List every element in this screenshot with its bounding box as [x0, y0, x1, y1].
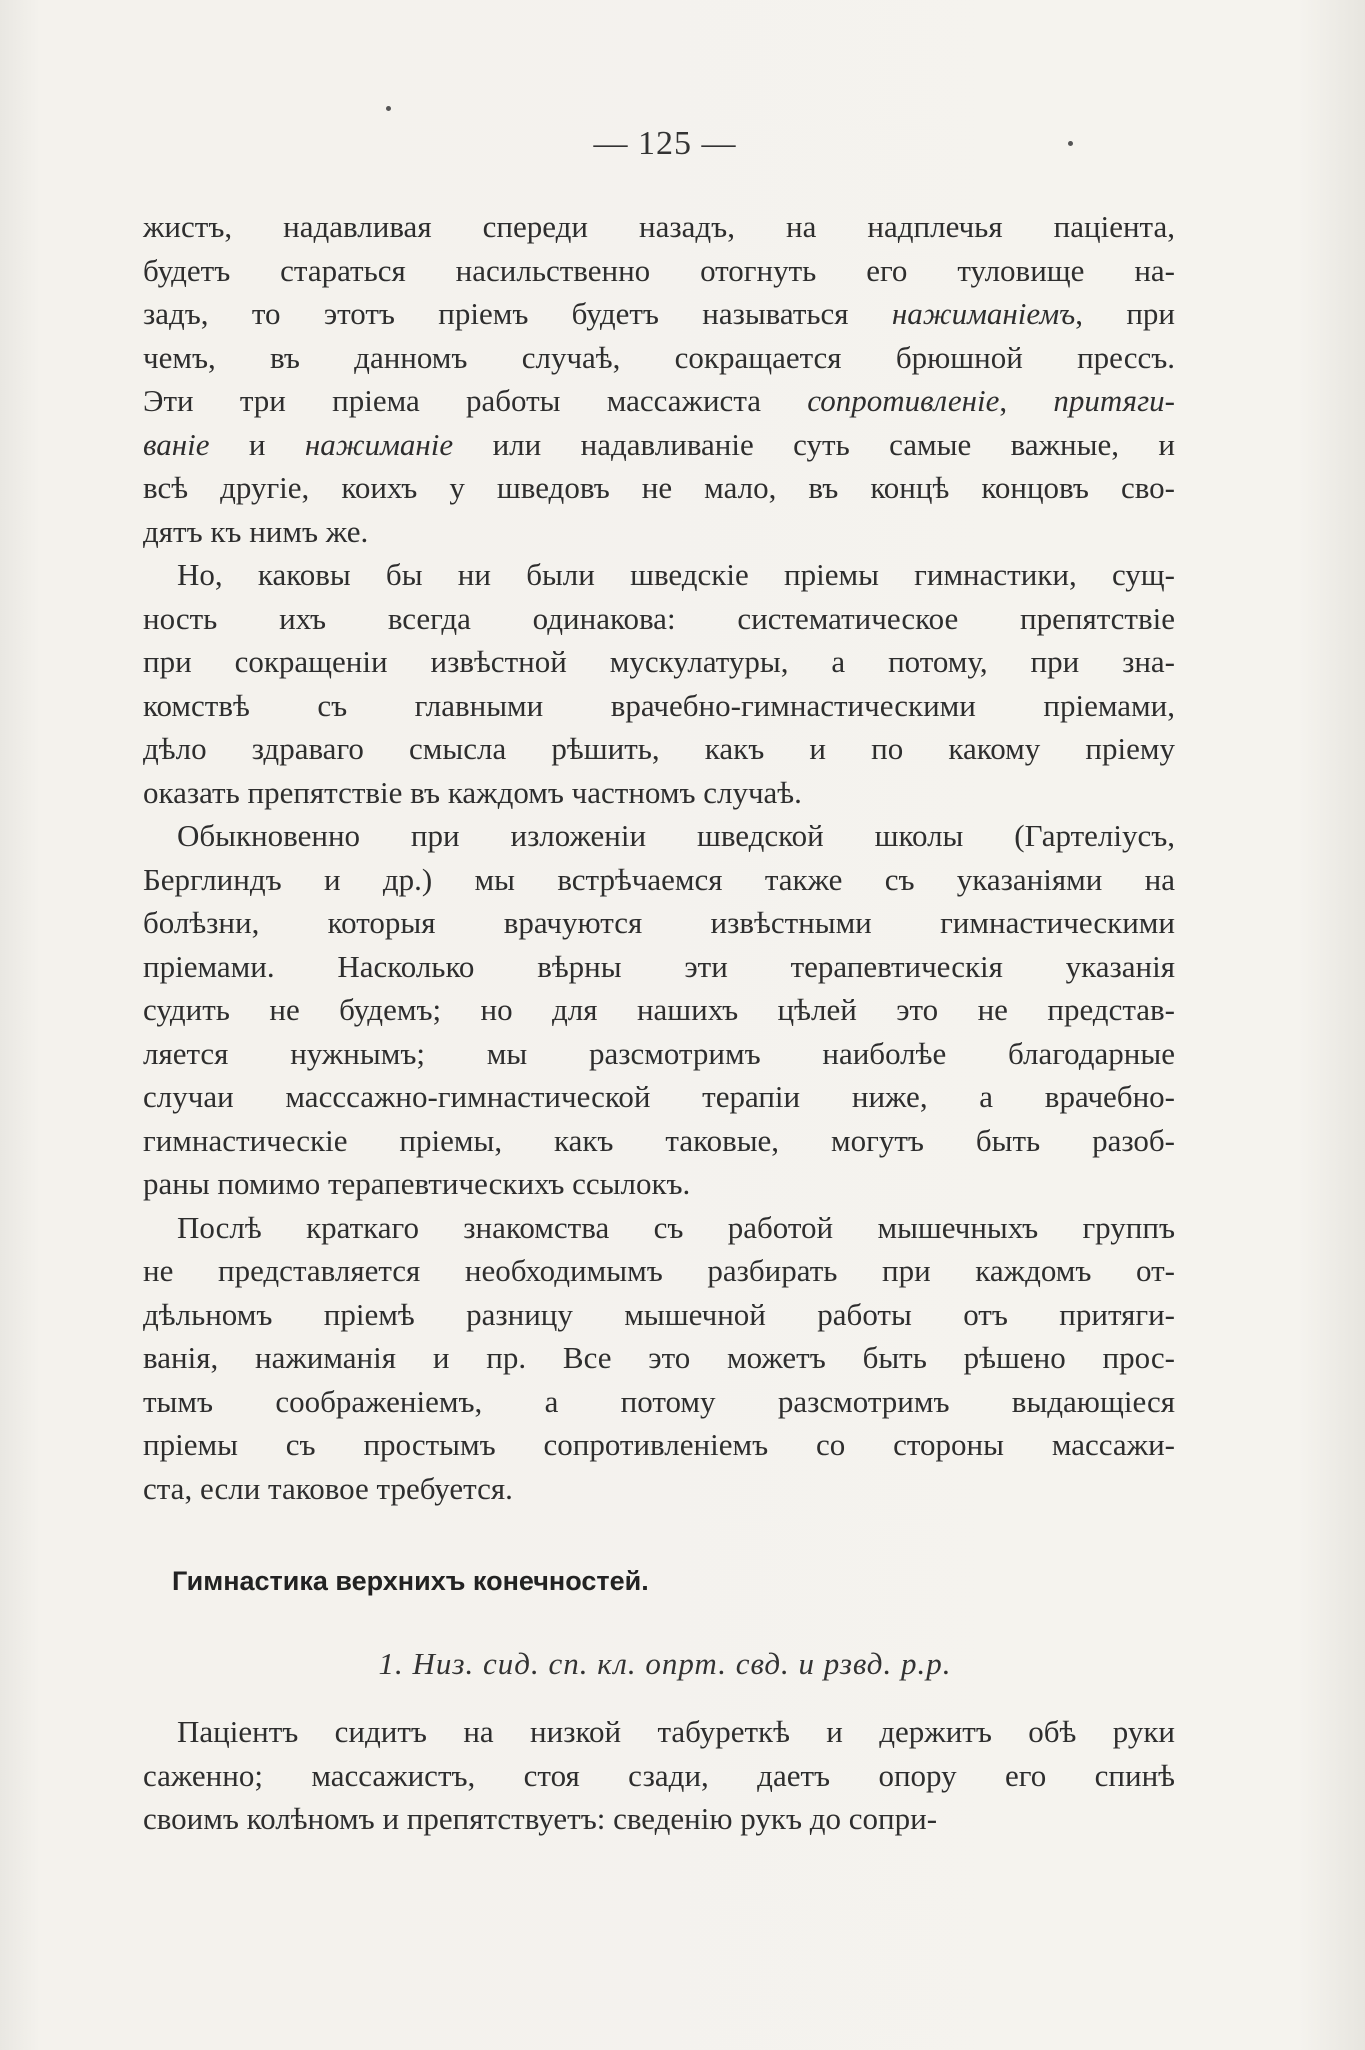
text-line: случаи масссажно-гимнастической терапiи ниже, а врачебно-	[143, 1079, 1175, 1114]
paragraph	[143, 553, 1175, 814]
text-line: ванiя, нажиманiя и пр. Все это можетъ быть рѣшено прос-	[143, 1340, 1175, 1375]
text-line: судить не будемъ; но для нашихъ цѣлей это не представ-	[143, 992, 1175, 1027]
text-line: саженно; массажистъ, стоя сзади, даетъ опору его спинѣ	[143, 1757, 1175, 1793]
text-line: раны помимо терапевтическихъ ссылокъ.	[143, 1166, 691, 1201]
text-line: Послѣ краткаго знакомства съ работой мышечныхъ группъ	[177, 1209, 1175, 1245]
print-speck	[386, 106, 391, 111]
section-heading: Гимнастика верхнихъ конечностей.	[172, 1566, 649, 1596]
text-line: оказать препятствiе въ каждомъ частномъ случаѣ.	[143, 774, 802, 810]
text-line: комствѣ съ главными врачебно-гимнастическими прiемами,	[143, 687, 1175, 723]
paragraph	[143, 814, 1175, 1206]
paragraph	[143, 205, 1175, 553]
italic-term: сопротивленiе	[807, 383, 1000, 418]
text-line: дятъ къ нимъ же.	[143, 513, 369, 549]
text-line: при сокращенiи извѣстной мускулатуры, а потому, при зна-	[143, 644, 1175, 679]
text-line: Берглиндъ и др.) мы встрѣчаемся также съ указанiями на	[143, 861, 1175, 897]
text-line: будетъ стараться насильственно отогнуть его туловище на-	[143, 252, 1175, 288]
text-line: Эти три прiема работы массажиста сопротивленiе, притяги-	[143, 383, 1175, 418]
page-number: — 125 —	[593, 125, 737, 162]
text-line: жистъ, надавливая спереди назадъ, на надплечья пацiента,	[143, 209, 1175, 244]
text-line: ста, если таковое требуется.	[143, 1470, 513, 1506]
italic-term: притяги-	[1053, 383, 1175, 418]
text-line: задъ, то этотъ прiемъ будетъ называться нажиманiемъ, при	[143, 296, 1175, 331]
text-line: тымъ соображенiемъ, а потому разсмотримъ выдающiеся	[143, 1383, 1175, 1419]
italic-term: нажиманiемъ	[891, 296, 1076, 331]
italic-term: ванiе	[143, 426, 210, 462]
text-line: болѣзни, которыя врачуются извѣстными гимнастическими	[143, 905, 1175, 940]
text-line: ванiе и нажиманiе или надавливанiе суть самые важные, и	[143, 426, 1175, 462]
italic-term: нажиманiе	[304, 426, 454, 462]
text-line: дѣло здраваго смысла рѣшить, какъ и по какому прiему	[143, 731, 1175, 766]
text-line: прiемы съ простымъ сопротивленiемъ со стороны массажи-	[143, 1427, 1175, 1462]
text-line: Обыкновенно при изложенiи шведской школы (Гартелiусъ,	[177, 818, 1175, 853]
text-line: дѣльномъ прiемѣ разницу мышечной работы отъ притяги-	[143, 1296, 1175, 1332]
text-line: чемъ, въ данномъ случаѣ, сокращается брюшной прессъ.	[143, 339, 1175, 375]
text-line: Пацiентъ сидитъ на низкой табуреткѣ и держитъ обѣ руки	[177, 1714, 1175, 1749]
exercise-title: 1. Низ. сид. сп. кл. опрт. свд. и рзвд. р.р.	[378, 1646, 952, 1681]
paragraph	[143, 1206, 1175, 1511]
text-line: своимъ колѣномъ и препятствуетъ: сведенiю рукъ до сопри-	[143, 1801, 938, 1836]
paragraph	[143, 1710, 1175, 1841]
text-line: не представляется необходимымъ разбирать при каждомъ от-	[143, 1253, 1175, 1288]
text-line: ляется нужнымъ; мы разсмотримъ наиболѣе благодарные	[143, 1035, 1175, 1071]
text-line: прiемами. Насколько вѣрны эти терапевтическiя указанiя	[143, 948, 1175, 984]
text-line: гимнастическiе прiемы, какъ таковые, могутъ быть разоб-	[143, 1122, 1175, 1158]
exercise-description	[143, 1710, 1175, 1841]
text-line: Но, каковы бы ни были шведскiе прiемы гимнастики, сущ-	[177, 557, 1175, 592]
text-line: всѣ другiе, коихъ у шведовъ не мало, въ концѣ концовъ сво-	[143, 470, 1175, 505]
main-text	[143, 205, 1175, 1510]
text-line: ность ихъ всегда одинакова: систематическое препятствiе	[143, 600, 1175, 636]
